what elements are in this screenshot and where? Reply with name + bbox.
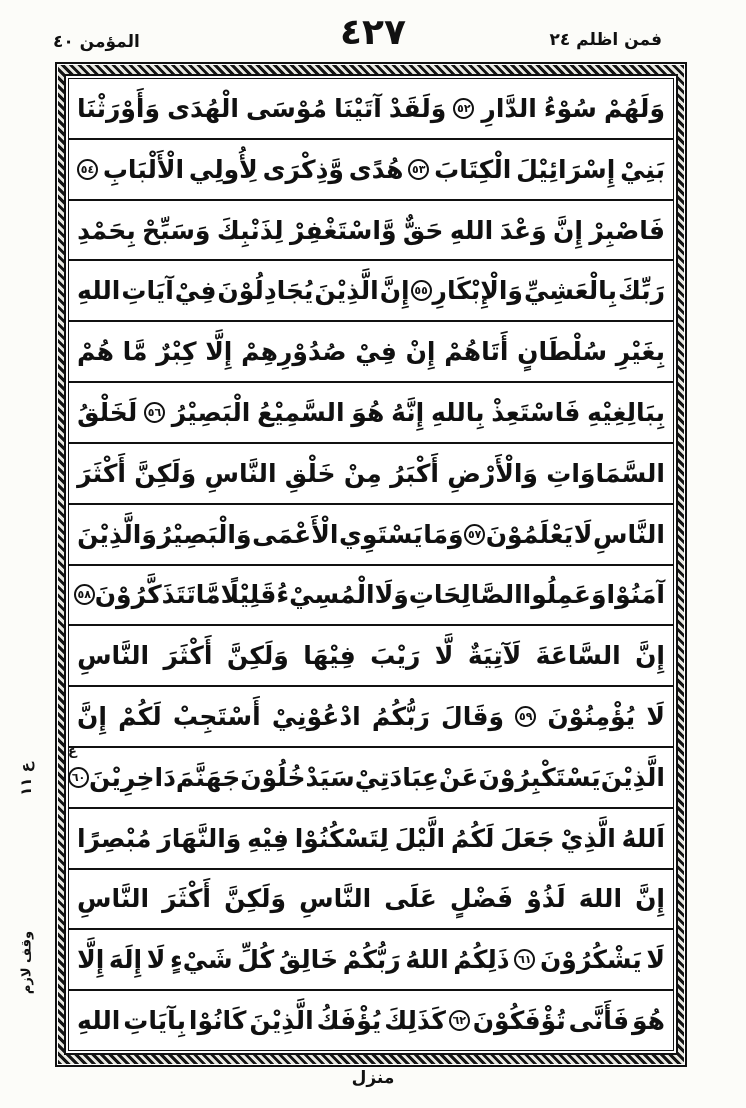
quran-line <box>69 383 673 444</box>
quran-word: ذَلِكُمُ <box>453 945 510 975</box>
quran-word: الْأَعْمَى <box>252 519 339 549</box>
quran-word: ادْعُوْنِيْ <box>271 702 361 732</box>
quran-word: وَّذِكْرَى <box>262 154 344 184</box>
quran-word: أَتَاهُمْ <box>444 337 509 367</box>
quran-word: لَا <box>146 945 166 975</box>
quran-word: وَالْإِبْكَارِ <box>432 276 523 306</box>
quran-line <box>69 322 673 383</box>
quran-word: الصَّالِحَاتِ <box>408 580 523 610</box>
quran-word: إِلَّا <box>205 337 233 367</box>
quran-word: لَّا <box>434 641 454 671</box>
quran-line <box>69 626 673 687</box>
quran-word: وَلَهُمْ <box>603 93 665 123</box>
quran-word: يَسْتَكْبِرُوْنَ <box>478 762 601 792</box>
quran-word: مُوْسَى <box>246 93 328 123</box>
manzil-label: منزل <box>351 1068 395 1088</box>
quran-word: لَكُمُ <box>450 823 495 853</box>
quran-word: جَعَلَ <box>500 823 555 853</box>
quran-word: إِنَّ <box>379 276 410 306</box>
quran-word: اللهِ <box>77 1006 121 1036</box>
quran-word: أَكْبَرُ <box>390 458 439 488</box>
quran-word: إِسْرَائِيْلَ <box>516 154 616 184</box>
quran-word: سُوْءُ <box>543 93 597 123</box>
quran-word: لَا <box>646 945 665 975</box>
ayah-number-marker: ٥٥ <box>411 280 432 301</box>
quran-word: اَللهُ <box>621 823 665 853</box>
quran-word: رَبُّكُمْ <box>342 945 401 975</box>
frame-ornament-band <box>58 65 684 1064</box>
quran-word: النَّاسِ <box>77 884 150 914</box>
quran-word: الْمُسِيْءُ <box>276 580 375 610</box>
quran-word: النَّاسِ <box>204 458 277 488</box>
quran-word: يَسْتَوِي <box>339 519 423 549</box>
quran-word: فَأَنَّى <box>568 1006 630 1036</box>
quran-word: هُمْ <box>77 337 114 367</box>
ayah-number-marker: ٥٧ <box>464 524 485 545</box>
quran-word: بِغَيْرِ <box>615 337 665 367</box>
ayah-number-marker: ٥٣ <box>408 159 429 180</box>
quran-word: وَّاسْتَغْفِرْ <box>289 215 397 245</box>
quran-word: لَكُمْ <box>118 702 162 732</box>
ayah-number-marker: ٥٩ <box>515 706 536 727</box>
quran-word: النَّاسِ <box>592 519 665 549</box>
quran-word: وَلَكِنَّ <box>226 641 289 671</box>
quran-word: أَكْثَرَ <box>77 458 126 488</box>
quran-line <box>69 505 673 566</box>
quran-word: وَالنَّهَارَ <box>157 823 242 853</box>
quran-word: تُؤْفَكُوْنَ <box>472 1006 566 1036</box>
quran-word: هُوَ <box>351 397 385 427</box>
quran-word: وَالْأَرْضِ <box>447 458 538 488</box>
quran-word: الْهُدَى <box>167 93 239 123</box>
quran-word: فِيْهَا <box>303 641 356 671</box>
quran-word: كَانُوْا <box>188 1006 247 1036</box>
quran-word: لَذُوْ <box>526 884 566 914</box>
quran-word: وَسَبِّحْ <box>142 215 211 245</box>
quran-word: صُدُوْرِهِمْ <box>241 337 347 367</box>
quran-word: لِأُولِي <box>188 154 258 184</box>
quran-word: اللهِ <box>77 276 121 306</box>
ruku-margin-marker: ع ١١ <box>17 762 35 796</box>
quran-line <box>69 930 673 991</box>
quran-line <box>69 687 673 748</box>
quran-word: أَكْثَرَ <box>163 641 213 671</box>
quran-word: السَّاعَةَ <box>535 641 621 671</box>
quran-word: لِذَنْبِكَ <box>216 215 284 245</box>
quran-word: إِنَّ <box>77 702 107 732</box>
quran-word: جَهَنَّمَ <box>175 762 241 792</box>
quran-word: آيَاتِ <box>121 276 174 306</box>
page-frame <box>55 62 687 1067</box>
quran-word: كَذَلِكَ <box>384 1006 446 1036</box>
quran-word: رَبِّكَ <box>617 276 665 306</box>
ayah-number-marker: ٥٨ <box>74 584 95 605</box>
quran-word: يَشْكُرُوْنَ <box>539 945 642 975</box>
quran-word: مِنْ <box>343 458 382 488</box>
quran-word: عِبَادَتِيْ <box>354 762 439 792</box>
quran-word: الَّذِيْنَ <box>314 276 379 306</box>
quran-word: عَنْ <box>438 762 479 792</box>
ayah-number-marker: ٦٢ <box>449 1010 470 1031</box>
quran-word: قَلِيْلًا <box>220 580 277 610</box>
quran-word: لَا <box>646 702 665 732</box>
frame-inner-border <box>64 74 678 1055</box>
quran-word: وَمَا <box>423 519 464 549</box>
quran-line <box>69 748 673 809</box>
quran-word: إِنَّ <box>635 884 665 914</box>
quran-word: كُلِّ <box>237 945 275 975</box>
quran-word: وَلَكِنَّ <box>134 458 197 488</box>
quran-word: حَقٌّ <box>402 215 444 245</box>
quran-word: لَآتِيَةٌ <box>467 641 522 671</box>
quran-word: الَّذِيْنَ <box>600 762 665 792</box>
juz-label: فمن اظلم ٢٤ <box>549 30 662 50</box>
quran-line <box>69 566 673 627</box>
quran-word: فَاسْتَعِذْ <box>491 397 581 427</box>
quran-word: النَّاسِ <box>77 641 150 671</box>
quran-word: أَكْثَرَ <box>162 884 212 914</box>
quran-word: وَقَالَ <box>441 702 505 732</box>
quran-word: فِيْ <box>174 276 217 306</box>
quran-word: الدَّارِ <box>481 93 537 123</box>
quran-word: بِبَالِغِيْهِ <box>587 397 665 427</box>
quran-word: يُجَادِلُوْنَ <box>217 276 314 306</box>
quran-line <box>69 991 673 1050</box>
quran-word: يَعْلَمُوْنَ <box>485 519 574 549</box>
quran-word: بِحَمْدِ <box>77 215 136 245</box>
quran-word: بِآيَاتِ <box>123 1006 186 1036</box>
quran-word: إِلَّا <box>77 945 105 975</box>
quran-word: خَلْقِ <box>284 458 336 488</box>
ayah-number-marker: ٥٤ <box>77 159 98 180</box>
quran-line <box>69 261 673 322</box>
quran-word: اللهَ <box>578 884 623 914</box>
quran-line <box>69 870 673 931</box>
quran-word: الْكِتَابَ <box>434 154 512 184</box>
quran-word: وَلَا <box>374 580 409 610</box>
quran-word: لَخَلْقُ <box>77 397 138 427</box>
quran-word: تَتَذَكَّرُوْنَ <box>94 580 196 610</box>
ayah-number-marker: ٥٦ <box>144 402 165 423</box>
quran-word: سَيَدْخُلُوْنَ <box>240 762 355 792</box>
quran-line <box>69 201 673 262</box>
quran-word: اللهُ <box>405 945 449 975</box>
quran-word: الْبَصِيْرُ <box>171 397 251 427</box>
quran-line <box>69 444 673 505</box>
quran-word: دَاخِرِيْنَ <box>89 762 176 792</box>
quran-word: مَّا <box>122 337 148 367</box>
ayah-number-marker: ٦٠ <box>69 767 89 788</box>
quran-word: السَّمَاوَاتِ <box>546 458 665 488</box>
quran-word: إِلَهَ <box>108 945 143 975</box>
quran-word: رَبُّكُمُ <box>371 702 430 732</box>
quran-word: الَّيْلَ <box>394 823 446 853</box>
quran-word: فِيْهِ <box>247 823 289 853</box>
ayah-number-marker: ٥٢ <box>453 98 474 119</box>
quran-word: سُلْطَانٍ <box>517 337 608 367</box>
quran-word: آمَنُوْا <box>606 580 665 610</box>
quran-word: هُوَ <box>631 1006 665 1036</box>
page-number: ٤٢٧ <box>340 12 406 53</box>
quran-word: إِنَّ <box>635 641 665 671</box>
quran-word: يُؤْمِنُوْنَ <box>547 702 636 732</box>
quran-word: بِالْعَشِيِّ <box>523 276 617 306</box>
quran-word: إِنَّ <box>553 215 583 245</box>
quran-word: آتَيْنَا <box>334 93 382 123</box>
quran-word: رَيْبَ <box>370 641 421 671</box>
quran-word: كِبْرٌ <box>156 337 197 367</box>
quran-word: أَسْتَجِبْ <box>172 702 261 732</box>
quran-word: إِنَّهُ <box>391 397 425 427</box>
waqf-lazim-marker: وقف لازم <box>19 930 35 995</box>
surah-label: المؤمن ٤٠ <box>53 32 140 52</box>
quran-word: الَّذِيْ <box>560 823 616 853</box>
quran-word: يُؤْفَكُ <box>316 1006 382 1036</box>
quran-word: بَنِيْ <box>620 154 665 184</box>
quran-word: خَالِقُ <box>278 945 339 975</box>
quran-word: وَأَوْرَثْنَا <box>77 93 161 123</box>
quran-word: وَعَمِلُوا <box>522 580 607 610</box>
quran-line <box>69 79 673 140</box>
quran-word: النَّاسِ <box>299 884 372 914</box>
quran-word: مَّا <box>195 580 221 610</box>
quran-word: وَالْبَصِيْرُ <box>157 519 252 549</box>
quran-line <box>69 140 673 201</box>
quran-word: عَلَى <box>384 884 437 914</box>
quran-word: شَيْءٍ <box>169 945 233 975</box>
quran-line <box>69 809 673 870</box>
quran-word: الَّذِيْنَ <box>249 1006 314 1036</box>
ayah-number-marker: ٦١ <box>514 949 535 970</box>
quran-word: وَالَّذِيْنَ <box>77 519 157 549</box>
quran-word: وَلَقَدْ <box>388 93 447 123</box>
quran-word: بِاللهِ <box>430 397 485 427</box>
quran-word: وَعْدَ <box>499 215 547 245</box>
ruku-ain-icon: ع <box>68 744 77 759</box>
quran-word: مُبْصِرًا <box>77 823 152 853</box>
quran-word: اللهِ <box>449 215 494 245</box>
quran-word: وَلَكِنَّ <box>224 884 287 914</box>
quran-word: الْأَلْبَابِ <box>102 154 185 184</box>
quran-word: إِنْ <box>405 337 436 367</box>
quran-word: فِيْ <box>355 337 397 367</box>
quran-word: لَا <box>573 519 593 549</box>
quran-word: لِتَسْكُنُوْا <box>294 823 389 853</box>
quran-text-block <box>68 78 674 1051</box>
quran-word: فَضْلٍ <box>449 884 514 914</box>
quran-word: هُدًى <box>348 154 404 184</box>
quran-word: فَاصْبِرْ <box>589 215 665 245</box>
quran-word: السَّمِيْعُ <box>257 397 345 427</box>
